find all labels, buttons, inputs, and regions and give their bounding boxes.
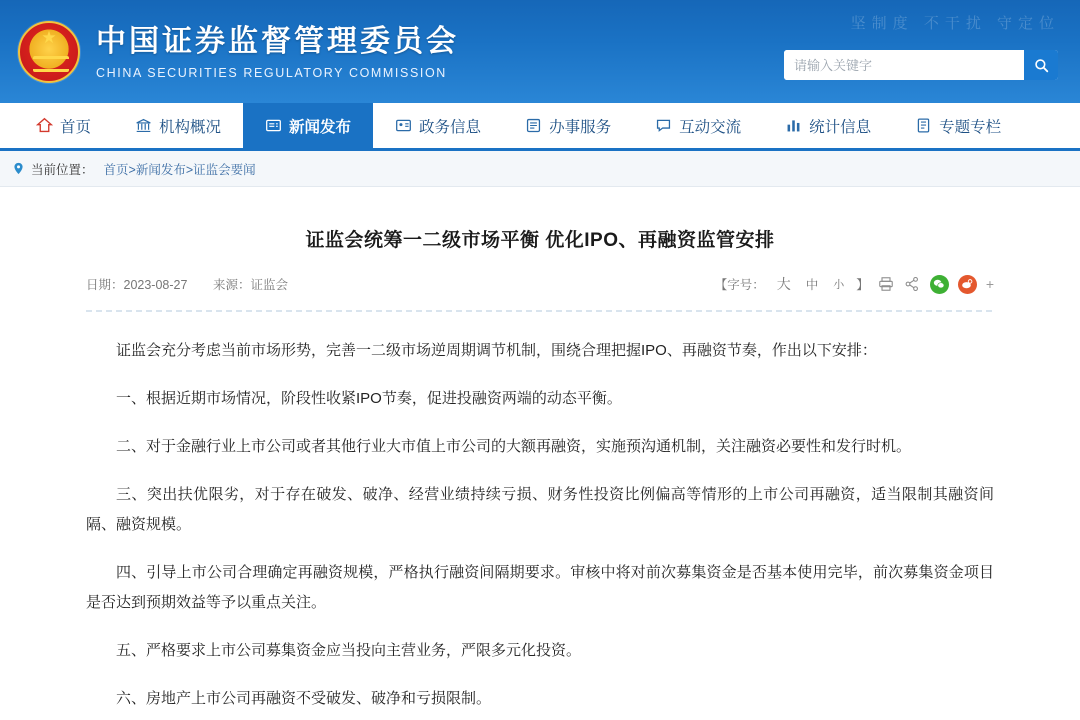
search-icon [1034, 58, 1049, 73]
breadcrumb-label: 当前位置： [31, 162, 94, 177]
article-tools [715, 274, 994, 294]
government-icon [395, 117, 412, 134]
service-icon [525, 117, 542, 134]
site-title-block [96, 23, 459, 81]
nav-item-statistics[interactable] [763, 103, 893, 148]
article-container [0, 187, 1080, 714]
main-navigation [0, 103, 1080, 151]
nav-item-columns[interactable] [893, 103, 1023, 148]
article-body [40, 312, 1040, 714]
fontsize-prefix: 【字号： [714, 278, 765, 292]
fontsize-small-button[interactable]: 小 [833, 279, 845, 291]
column-icon [915, 117, 932, 134]
more-share-button[interactable]: + [985, 276, 994, 292]
nav-label: 统计信息 [809, 118, 872, 136]
fontsize-large-button[interactable]: 大 [776, 276, 791, 292]
article-meta [40, 274, 1040, 294]
article-meta-left [86, 275, 310, 293]
share-icon[interactable] [904, 276, 921, 293]
print-icon[interactable] [878, 276, 895, 293]
nav-label: 政务信息 [419, 118, 482, 136]
location-pin-icon [12, 162, 25, 175]
search-box[interactable] [784, 50, 1058, 80]
news-icon [265, 117, 282, 134]
article-date: 日期：2023-08-27 [86, 278, 188, 292]
bank-icon [135, 117, 152, 134]
breadcrumb [0, 151, 1080, 187]
site-header [0, 0, 1080, 103]
chart-icon [785, 117, 802, 134]
nav-item-government-info[interactable] [373, 103, 503, 148]
site-title-en: CHINA SECURITIES REGULATORY COMMISSION [96, 66, 447, 81]
search-input[interactable] [784, 50, 1024, 80]
header-decoration-text: 坚制度 不干扰 守定位 [850, 15, 1060, 32]
nav-label: 专题专栏 [939, 118, 1002, 136]
page-title: 证监会统筹一二级市场平衡 优化IPO、再融资监管安排 [305, 230, 775, 251]
chat-icon [655, 117, 672, 134]
nav-item-organization[interactable] [113, 103, 243, 148]
national-emblem-icon [18, 21, 80, 83]
article-paragraph: 五、严格要求上市公司募集资金应当投向主营业务，严限多元化投资。 [116, 642, 582, 659]
article-paragraph: 一、根据近期市场情况，阶段性收紧IPO节奏，促进投融资两端的动态平衡。 [116, 390, 622, 407]
search-button[interactable] [1024, 50, 1058, 80]
article-paragraph: 四、引导上市公司合理确定再融资规模，严格执行融资间隔期要求。审核中将对前次募集资金是否基本使用完毕，前次募集资金项目是否达到预期效益等予以重点关注。 [86, 564, 994, 611]
article-source: 来源：证监会 [212, 278, 288, 292]
nav-label: 互动交流 [679, 118, 742, 136]
nav-item-home[interactable] [14, 103, 113, 148]
wechat-icon[interactable] [930, 275, 949, 294]
fontsize-medium-button[interactable]: 中 [805, 278, 819, 292]
breadcrumb-path[interactable]: 首页>新闻发布>证监会要闻 [103, 162, 256, 177]
home-icon [36, 117, 53, 134]
weibo-icon[interactable] [958, 275, 977, 294]
nav-label: 新闻发布 [289, 118, 352, 136]
fontsize-suffix: 】 [856, 278, 869, 292]
nav-item-services[interactable] [503, 103, 633, 148]
nav-label: 首页 [60, 118, 92, 136]
site-title-cn: 中国证券监督管理委员会 [96, 24, 459, 58]
article-paragraph: 三、突出扶优限劣，对于存在破发、破净、经营业绩持续亏损、财务性投资比例偏高等情形的上市公司再融资，适当限制其融资间隔、融资规模。 [86, 486, 994, 533]
nav-label: 办事服务 [549, 118, 612, 136]
nav-label: 机构概况 [159, 118, 222, 136]
nav-item-news[interactable] [243, 103, 373, 148]
article-paragraph: 证监会充分考虑当前市场形势，完善一二级市场逆周期调节机制，围绕合理把握IPO、再融资节奏，作出以下安排： [116, 342, 877, 359]
article-paragraph: 二、对于金融行业上市公司或者其他行业大市值上市公司的大额再融资，实施预沟通机制，关注融资必要性和发行时机。 [116, 438, 912, 455]
nav-item-interaction[interactable] [633, 103, 763, 148]
article-paragraph: 六、房地产上市公司再融资不受破发、破净和亏损限制。 [116, 690, 492, 707]
